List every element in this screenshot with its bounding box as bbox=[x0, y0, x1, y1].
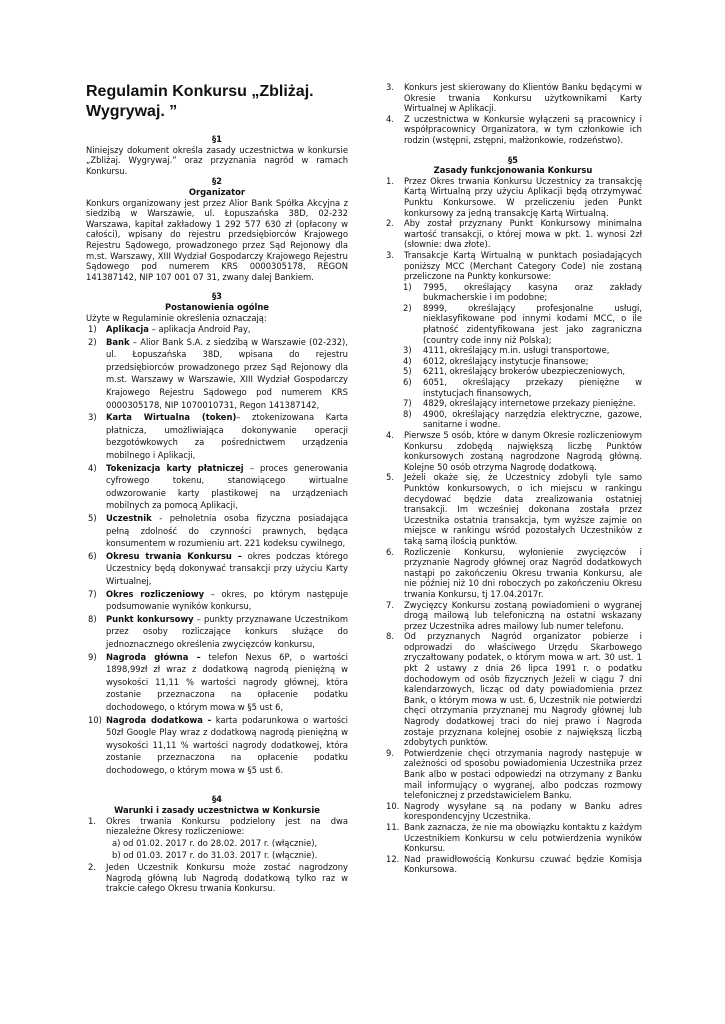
item-number: 8. bbox=[386, 631, 394, 642]
item-text: 6012, określający instytucje finansowe; bbox=[423, 355, 589, 366]
definition-item bbox=[86, 550, 348, 588]
definition-term: Bank bbox=[106, 336, 130, 347]
definition-text bbox=[106, 714, 348, 777]
definition-body: okres podczas którego Uczestnicy będą dokonywać transakcji przy użyciu Karty Wirtualnej, bbox=[106, 550, 348, 586]
definition-body: – aplikacja Android Pay, bbox=[148, 324, 251, 335]
definition-term: Karta Wirtualna (token) bbox=[106, 412, 237, 423]
definition-item bbox=[86, 714, 348, 777]
item-text: Potwierdzenie chęci otrzymania nagrody następuje w zależności od sposobu powiadomienia Uczestnika przez Bank albo w postaci odpowiedzi na otrzymany z Banku mail informujący o wygranej, albo podczas rozmowy telefonicznej z przedstawicielem Banku. bbox=[404, 747, 642, 801]
paragraph: Użyte w Regulaminie określenia oznaczają: bbox=[86, 312, 267, 323]
section-heading: §2 bbox=[211, 176, 222, 187]
item-number: 2) bbox=[88, 336, 97, 347]
item-number: 1. bbox=[88, 815, 96, 826]
item-text: Nagrody wysyłane są na podany w Banku adres korespondencyjny Uczestnika. bbox=[404, 800, 642, 822]
definition-item bbox=[86, 411, 348, 461]
section-heading: §4 bbox=[211, 794, 222, 805]
sub-item bbox=[384, 356, 642, 367]
definition-term: Tokenizacja karty płatniczej bbox=[106, 462, 244, 473]
definition-term: Okresu trwania Konkursu – bbox=[106, 550, 242, 561]
item-text: Z uczestnictwa w Konkursie wyłączeni są pracownicy i współpracownicy Organizatora, w tym członkowie ich rodzin (wstępni, zstępni, małżonkowie, rodzeństwo). bbox=[404, 113, 642, 145]
item-text: 6211, określający brokerów ubezpieczeniowych, bbox=[423, 366, 626, 377]
numbered-item bbox=[384, 801, 642, 822]
sub-item bbox=[384, 398, 642, 409]
item-number: 1. bbox=[386, 175, 394, 186]
definition-body: – okres, po którym następuje podsumowanie wyników konkursu, bbox=[106, 588, 349, 612]
item-number: 2) bbox=[403, 302, 412, 313]
item-number: 9. bbox=[386, 747, 394, 758]
item-number: 4) bbox=[403, 355, 412, 366]
section-heading: Organizator bbox=[188, 186, 246, 197]
section-heading: Zasady funkcjonowania Konkursu bbox=[433, 165, 593, 176]
item-number: 8) bbox=[403, 408, 412, 419]
sub-item bbox=[384, 303, 642, 345]
item-number: 6) bbox=[403, 377, 412, 388]
item-text: Konkurs jest skierowany do Klientów Banku będącymi w Okresie trwania Konkursu użytkownikami Karty Wirtualnej w Aplikacji. bbox=[404, 82, 642, 114]
definition-body: – Alior Bank S.A. z siedzibą w Warszawie (02-232), ul. Łopuszańska 38D, wpisana do rejestru przedsiębiorców prowadzonego przez Sąd Rejonowy dla m.st. Warszawy w Warszawie, XIII Wydział Gospodarczy Krajowego Rejestru Sądowego pod numerem KRS 0000305178, NIP 1070010731, Regon 141387142, bbox=[106, 336, 348, 410]
item-text: 6051, określający przekazy pieniężne w instytucjach finansowych, bbox=[423, 377, 642, 398]
definition-item bbox=[86, 462, 348, 512]
spacer bbox=[86, 282, 348, 291]
definition-body: – ztokenizowana Karta płatnicza, umożliwiająca dokonywanie operacji bezgotówkowych za pośrednictwem urządzenia mobilnego i Aplikacji, bbox=[106, 412, 348, 461]
definition-body: - pełnoletnia osoba fizyczna posiadająca pełną zdolność do czynności prawnych, będąca konsumentem w rozumieniu art. 221 kodeksu cywilnego, bbox=[106, 513, 348, 549]
definition-text bbox=[106, 588, 348, 613]
definition-body: – punkty przyznawane Uczestnikom przez osoby rozliczające konkurs służące do jednoznacznego określenia zwycięzców konkursu, bbox=[106, 613, 348, 649]
item-number: 9) bbox=[88, 651, 97, 662]
item-number: 5. bbox=[386, 472, 394, 483]
item-number: 5) bbox=[403, 366, 412, 377]
numbered-item bbox=[384, 176, 642, 218]
sub-item bbox=[384, 345, 642, 356]
item-text: Okres trwania Konkursu podzielony jest na dwa niezależne Okresy rozliczeniowe: bbox=[106, 815, 348, 837]
numbered-item bbox=[384, 82, 642, 114]
definition-term: Nagroda główna – bbox=[106, 651, 201, 662]
definition-text bbox=[106, 336, 348, 412]
sub-item bbox=[384, 409, 642, 430]
paragraph: Niniejszy dokument określa zasady uczestnictwa w konkursie „Zbliżaj. Wygrywaj.” oraz przyznania nagród w ramach Konkursu. bbox=[86, 144, 348, 176]
definition-text bbox=[106, 323, 348, 336]
item-number: 7) bbox=[88, 588, 97, 599]
item-text: Przez Okres trwania Konkursu Uczestnicy za transakcję Kartą Wirtualną przy użyciu Aplikacji będą otrzymywać Punktu Konkursowe. W przeliczeniu jeden Punkt konkursowy za jedną transakcję Kartą Wirtualną. bbox=[404, 175, 642, 218]
item-number: 4. bbox=[386, 430, 394, 440]
numbered-item bbox=[384, 822, 642, 854]
item-number: 6. bbox=[386, 546, 394, 557]
definition-item bbox=[86, 336, 348, 412]
numbered-item bbox=[384, 218, 642, 250]
sub-period: b) od 01.03. 2017 r. do 31.03. 2017 r. (włącznie). bbox=[112, 850, 318, 861]
item-number: 7. bbox=[386, 599, 394, 610]
spacer bbox=[86, 776, 348, 785]
item-text: Bank zaznacza, że nie ma obowiązku kontaktu z każdym Uczestnikiem Konkursu w celu potwierdzenia wyników Konkursu. bbox=[404, 821, 642, 854]
item-text: Pierwsze 5 osób, które w danym Okresie rozliczeniowym Konkursu zdobędą największą liczbę Punktów konkursowych zostaną nagrodzone Nagrodą główną. Kolejne 50 osób otrzyma Nagrodę dodatkową. bbox=[404, 430, 642, 472]
item-number: 11. bbox=[386, 821, 400, 832]
item-text: 4111, określający m.in. usługi transportowe, bbox=[423, 345, 610, 356]
definition-term: Nagroda dodatkowa - bbox=[106, 714, 212, 725]
definition-item bbox=[86, 651, 348, 714]
definition-text bbox=[106, 411, 348, 461]
numbered-item bbox=[384, 250, 642, 282]
item-number: 8) bbox=[88, 613, 97, 624]
definition-item bbox=[86, 512, 348, 550]
sub-period: a) od 01.02. 2017 r. do 28.02. 2017 r. (włącznie), bbox=[112, 837, 318, 848]
section-heading: §1 bbox=[211, 134, 222, 144]
item-number: 2. bbox=[88, 862, 96, 873]
sub-item bbox=[384, 366, 642, 377]
item-text: 4829, określający internetowe przekazy pieniężne. bbox=[423, 398, 636, 409]
definition-term: Uczestnik bbox=[106, 513, 152, 523]
item-text: Jeżeli okaże się, że Uczestnicy zdobyli tyle samo Punktów konkursowych, o ich miejscu w rankingu decydować będzie data zrealizowania ostatniej transakcji. Im wcześniej dokonana została przez Uczestnika ostatnia transakcja, tym wyższe zajmie on miejsce w rankingu wśród pozostałych Uczestników z taką samą ilością punktów. bbox=[404, 472, 642, 546]
definition-term: Punkt konkursowy bbox=[106, 613, 194, 624]
numbered-item bbox=[384, 631, 642, 748]
item-text: Aby został przyznany Punkt Konkursowy minimalna wartość transakcji, o której mowa w pkt. 1. wynosi 2zł (słownie: dwa złote). bbox=[404, 218, 642, 250]
definition-item bbox=[86, 613, 348, 651]
definition-body: – proces generowania cyfrowego tokenu, stanowiącego wirtualne odwzorowanie karty plastikowej na urządzeniach mobilnych za pomocą Aplikacji, bbox=[106, 462, 348, 511]
definition-text bbox=[106, 613, 348, 651]
item-number: 10) bbox=[88, 714, 102, 725]
item-text: Jeden Uczestnik Konkursu może zostać nagrodzony Nagrodą główną lub Nagrodą dodatkową tylko raz w trakcie całego Okresu trwania Konkursu. bbox=[106, 862, 348, 894]
section-heading: §5 bbox=[507, 154, 518, 165]
document-title: Regulamin Konkursu „Zbliżaj. Wygrywaj. ” bbox=[86, 83, 314, 120]
definition-item bbox=[86, 323, 348, 336]
item-number: 4) bbox=[88, 462, 97, 473]
item-number: 5) bbox=[88, 513, 97, 523]
left-column-body bbox=[86, 134, 348, 894]
definition-term: Okres rozliczeniowy bbox=[106, 588, 205, 599]
numbered-item bbox=[86, 862, 348, 894]
item-number: 1) bbox=[403, 281, 412, 292]
definition-term: Aplikacja bbox=[106, 324, 149, 335]
numbered-item bbox=[384, 114, 642, 146]
item-number: 7) bbox=[403, 398, 412, 409]
item-number: 4. bbox=[386, 113, 394, 124]
item-number: 3. bbox=[386, 82, 394, 92]
sub-item bbox=[384, 282, 642, 303]
item-text: 4900, określający narzędzia elektryczne, gazowe, sanitarne i wodne. bbox=[423, 408, 642, 430]
definition-text bbox=[106, 462, 348, 512]
left-column bbox=[86, 82, 348, 894]
right-column-body bbox=[384, 82, 642, 875]
item-number: 3) bbox=[88, 412, 97, 423]
item-text: Nad prawidłowością Konkursu czuwać będzie Komisja Konkursowa. bbox=[404, 853, 642, 875]
section-heading: §3 bbox=[211, 291, 222, 302]
item-text: Transakcje Kartą Wirtualną w punktach posiadających poniższy MCC (Merchant Category Code) nie zostaną przeliczone na Punkty konkursowe: bbox=[404, 249, 642, 282]
item-number: 6) bbox=[88, 550, 97, 561]
item-text: Od przyznanych Nagród organizator pobierze i odprowadzi do właściwego Urzędu Skarbowego zryczałtowany podatek, o którym mowa w art. 30 ust. 1 pkt 2 ustawy z dnia 26 lipca 1991 r. o podatku dochodowym od osób fizycznych Jeżeli w ciągu 7 dni kalendarzowych, licząc od daty powiadomienia przez Bank, o którym mowa w ust. 6, Uczestnik nie potwierdzi chęci otrzymania przyznanej mu Nagrody głównej lub Nagrody dodatkowej traci do niej prawo i Nagroda zostaje przyznana kolejnej osobie z największą liczbą zdobytych punktów. bbox=[404, 631, 642, 748]
numbered-item bbox=[384, 430, 642, 472]
item-number: 12. bbox=[386, 853, 400, 864]
spacer bbox=[384, 146, 642, 155]
definition-body: karta podarunkowa o wartości 50zł Google Play wraz z dodatkową nagrodą pieniężną w wysokości 11,11 % wartości nagrody dodatkowej, która zostanie przeznaczona na opłacenie podatku dochodowego, o którym mowa w §5 ust 6. bbox=[106, 714, 348, 775]
item-number: 3. bbox=[386, 249, 394, 260]
definition-text bbox=[106, 651, 348, 714]
item-text: Rozliczenie Konkursu, wyłonienie zwycięzców i przyznanie Nagrody głównej oraz Nagród dodatkowych nastąpi po zakończeniu Okresu trwania Konkursu, ale nie później niż 10 dni roboczych po zakończeniu Okresu trwania Konkursu, tj 17.04.2017r. bbox=[404, 546, 642, 599]
item-text: 8999, określający profesjonalne usługi, nieklasyfikowane pod innymi kodami MCC, o ile płatność zidentyfikowana jest jako zagraniczna (country code inny niż Polska); bbox=[423, 302, 642, 345]
item-text: 7995, określający kasyna oraz zakłady bukmacherskie i im podobne; bbox=[423, 281, 642, 303]
item-number: 10. bbox=[386, 800, 400, 811]
spacer bbox=[86, 785, 348, 794]
section-heading: Warunki i zasady uczestnictwa w Konkursie bbox=[114, 805, 320, 816]
item-text: Zwycięzcy Konkursu zostaną powiadomieni o wygranej drogą mailową lub telefoniczną na ostatni wskazany przez Uczestnika adres mailowy lub numer telefonu. bbox=[404, 599, 642, 631]
numbered-item bbox=[86, 816, 348, 837]
numbered-item bbox=[384, 748, 642, 801]
definition-item bbox=[86, 588, 348, 613]
right-column bbox=[384, 82, 642, 875]
definition-text bbox=[106, 550, 348, 588]
paragraph: Konkurs organizowany jest przez Alior Bank Spółka Akcyjna z siedzibą w Warszawie, ul. Łopuszańska 38D, 02-232 Warszawa, kapitał zakładowy 1 292 577 630 zł (opłacony w całości), wpisany do rejestru przedsiębiorców Krajowego Rejestru Sądowego, prowadzonego przez Sąd Rejonowy dla m.st. Warszawy, XIII Wydział Gospodarczy Krajowego Rejestru Sądowego pod numerem KRS 0000305178, REGON 141387142, NIP 107 001 07 31, zwany dalej Bankiem. bbox=[86, 197, 348, 282]
item-number: 3) bbox=[403, 345, 412, 356]
numbered-item bbox=[384, 854, 642, 875]
item-number: 1) bbox=[88, 324, 97, 335]
section-heading: Postanowienia ogólne bbox=[165, 301, 269, 312]
numbered-item bbox=[384, 472, 642, 546]
definition-body: telefon Nexus 6P, o wartości 1898,99zł zł wraz z dodatkową nagrodą pieniężną w wysokości 11,11 % wartości nagrody głównej, która zostanie przeznaczona na opłacenie podatku dochodowego, o którym mowa w §5 ust 6, bbox=[106, 651, 348, 712]
sub-item bbox=[384, 377, 642, 398]
definition-text bbox=[106, 512, 348, 550]
numbered-item bbox=[384, 600, 642, 632]
item-number: 2. bbox=[386, 218, 394, 229]
numbered-item bbox=[384, 547, 642, 600]
